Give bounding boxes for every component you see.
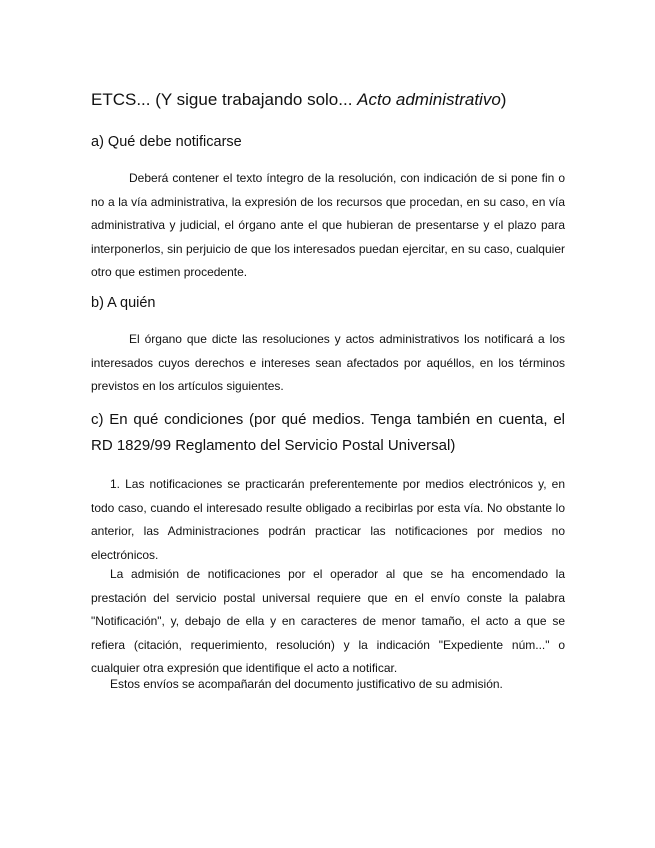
document-title-italic: Acto administrativo [357, 90, 501, 109]
document-title-close: ) [500, 90, 507, 109]
document-title-text: ETCS... (Y sigue trabajando solo... [91, 90, 358, 109]
section-b-heading: b) A quién [91, 295, 156, 311]
section-c-paragraph-2: La admisión de notificaciones por el operador al que se ha encomendado la prestación del servicio postal universal requiere que en el envío conste la palabra "Notificación", y, debajo de ella y en caracteres de menor tamaño, el acto a que se refiera (citación, requerimiento, resolución) y la indicación "Expediente núm..." o cualquier otra expresión que identifique el acto a notificar. [91, 567, 565, 675]
section-c-paragraph-3: Estos envíos se acompañarán del documento justificativo de su admisión. [110, 677, 503, 691]
section-c-heading: c) En qué condiciones (por qué medios. Tenga también en cuenta, el RD 1829/99 Reglamento del Servicio Postal Universal) [91, 411, 565, 454]
section-b-paragraph: El órgano que dicte las resoluciones y actos administrativos los notificará a los interesados cuyos derechos e intereses sean afectados por aquéllos, en los términos previstos en los artículos siguientes. [91, 332, 565, 393]
section-c-paragraph-1: 1. Las notificaciones se practicarán preferentemente por medios electrónicos y, en todo caso, cuando el interesado resulte obligado a recibirlas por esta vía. No obstante lo anterior, las Administraciones podrán practicar las notificaciones por medios no electrónicos. [91, 477, 565, 562]
section-a-paragraph: Deberá contener el texto íntegro de la resolución, con indicación de si pone fin o no a la vía administrativa, la expresión de los recursos que procedan, en su caso, en vía administrativa y judicial, el órgano ante el que hubieran de presentarse y el plazo para interponerlos, sin perjuicio de que los interesados puedan ejercitar, en su caso, cualquier otro que estimen procedente. [91, 171, 565, 279]
section-a-heading: a) Qué debe notificarse [91, 134, 242, 150]
document-title [91, 88, 506, 112]
